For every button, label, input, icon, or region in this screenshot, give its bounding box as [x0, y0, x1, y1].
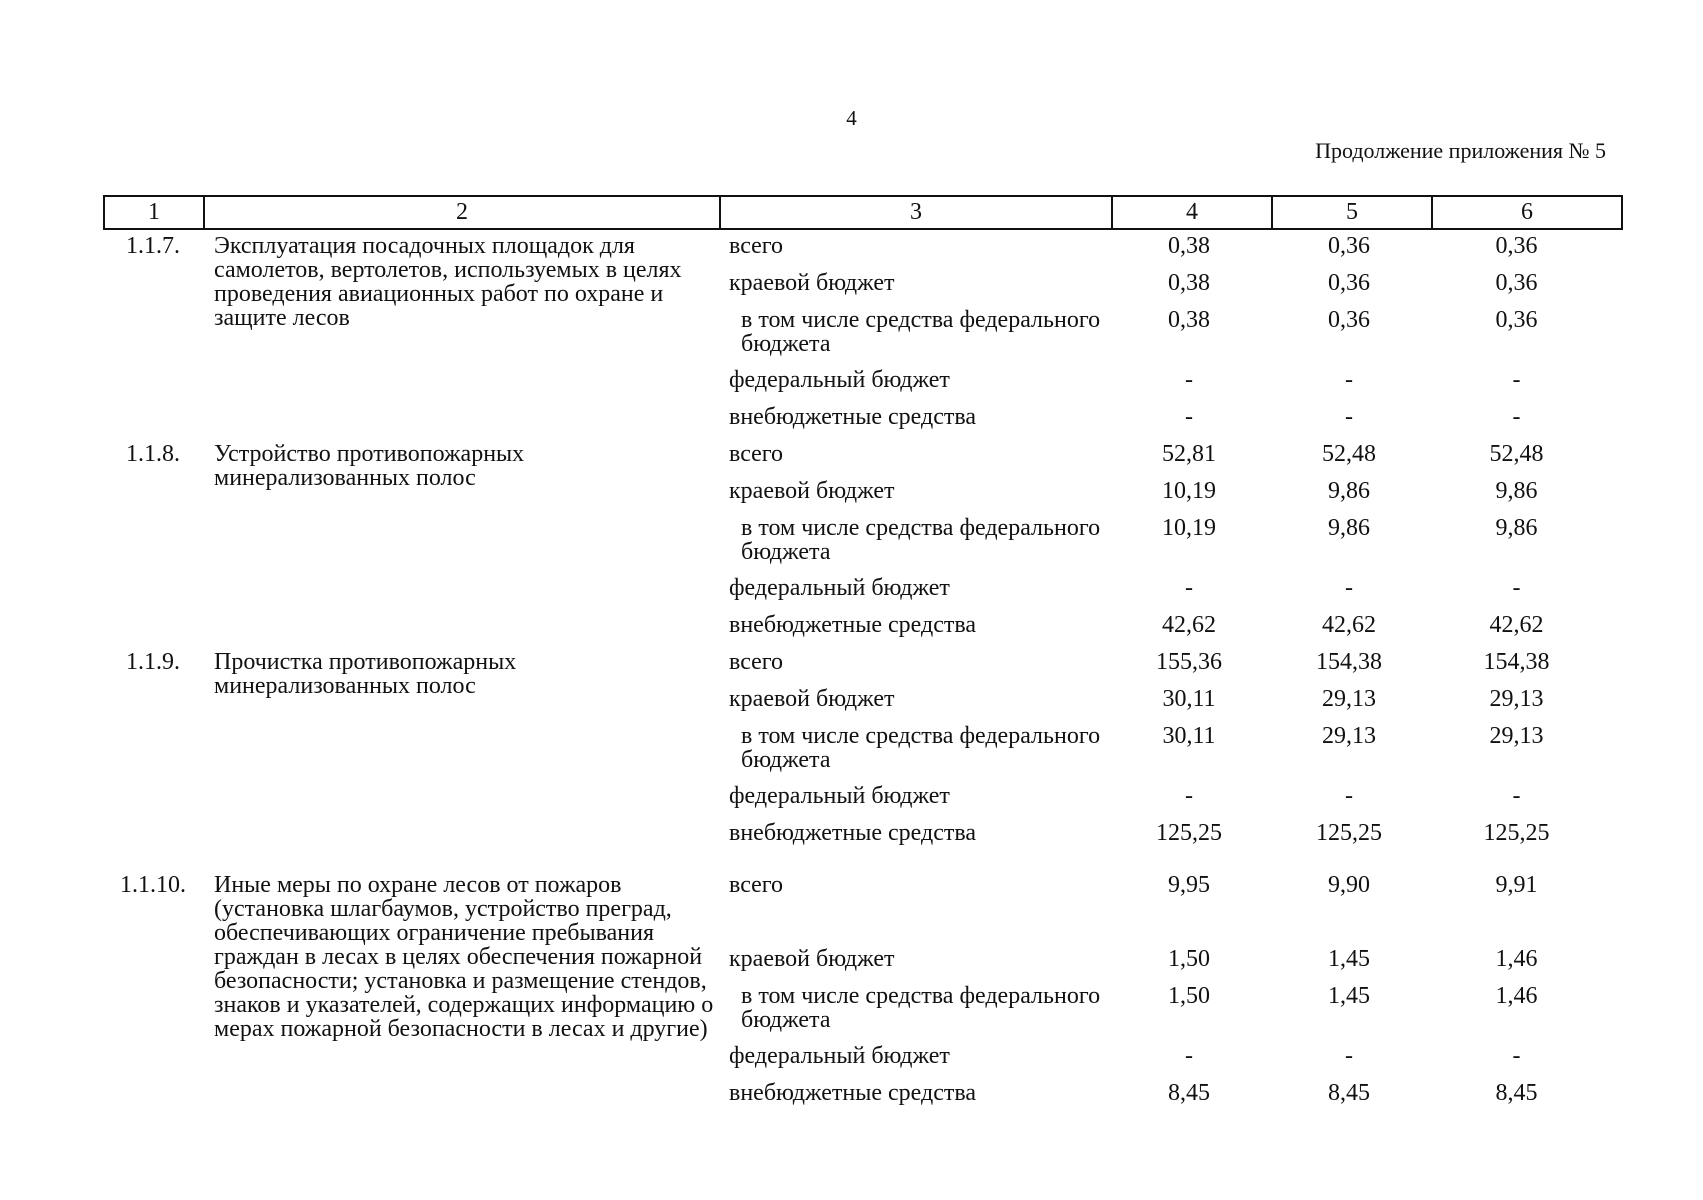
table-row [103, 1081, 1631, 1118]
value-col-5: 154,38 [1316, 649, 1382, 675]
value-col-6: - [1512, 575, 1521, 601]
funding-label: всего [729, 872, 784, 898]
value-col-6: 154,38 [1483, 649, 1550, 675]
value-col-5: 125,25 [1316, 820, 1382, 846]
value-col-4: 30,11 [1162, 686, 1216, 712]
value-col-5: 8,45 [1328, 1080, 1370, 1106]
funding-label: всего [729, 233, 784, 259]
table-row [103, 784, 1631, 821]
value-col-4: - [1185, 367, 1193, 393]
value-col-4: 52,81 [1162, 441, 1216, 467]
value-col-6: - [1512, 404, 1521, 430]
funding-label: в том числе средства федерального бюджета [741, 983, 1101, 1033]
table-row [103, 821, 1631, 858]
value-col-5: - [1345, 1043, 1353, 1069]
section-1-1-10 [103, 873, 1631, 1118]
value-col-5: 1,45 [1328, 983, 1370, 1009]
value-col-6: 1,46 [1495, 983, 1538, 1009]
funding-label: федеральный бюджет [729, 575, 950, 601]
value-col-4: 10,19 [1162, 478, 1216, 504]
value-col-4: 125,25 [1156, 820, 1222, 846]
value-col-4: 10,19 [1162, 515, 1216, 541]
value-col-6: 8,45 [1495, 1080, 1538, 1106]
header-col-5: 5 [1272, 196, 1432, 229]
funding-label: краевой бюджет [729, 946, 895, 972]
value-col-5: 0,36 [1328, 307, 1370, 333]
funding-label: в том числе средства федерального бюджета [741, 515, 1101, 565]
value-col-6: 9,91 [1495, 872, 1538, 898]
value-col-4: 9,95 [1168, 872, 1210, 898]
table-row [103, 368, 1631, 405]
value-col-4: - [1185, 783, 1193, 809]
value-col-5: - [1345, 367, 1353, 393]
value-col-5: 9,90 [1328, 872, 1370, 898]
value-col-5: 0,36 [1328, 270, 1370, 296]
funding-label: краевой бюджет [729, 270, 895, 296]
value-col-5: 1,45 [1328, 946, 1370, 972]
table-row [103, 516, 1631, 576]
value-col-6: - [1512, 1043, 1521, 1069]
value-col-6: - [1512, 367, 1521, 393]
value-col-5: - [1345, 404, 1353, 430]
value-col-4: 0,38 [1168, 233, 1210, 259]
section-title: Прочистка противопожарных минерализованных полос [214, 649, 517, 699]
value-col-5: 29,13 [1322, 686, 1376, 712]
value-col-6: 9,86 [1495, 478, 1538, 504]
section-1-1-7 [103, 234, 1631, 442]
appendix-note: Продолжение приложения № 5 [1315, 138, 1606, 163]
header-col-6: 6 [1432, 196, 1622, 229]
section-code: 1.1.9. [126, 649, 180, 675]
funding-label: федеральный бюджет [729, 1043, 950, 1069]
value-col-4: 1,50 [1168, 983, 1210, 1009]
funding-label: внебюджетные средства [729, 1080, 976, 1106]
value-col-5: 42,62 [1322, 612, 1376, 638]
table-body [103, 234, 1631, 1118]
section-code: 1.1.7. [126, 233, 180, 259]
page-number: 4 [846, 106, 857, 130]
table-row [103, 1044, 1631, 1081]
value-col-4: 1,50 [1168, 946, 1210, 972]
value-col-4: - [1185, 1043, 1193, 1069]
section-1-1-8 [103, 442, 1631, 650]
section-title: Эксплуатация посадочных площадок для самолетов, вертолетов, используемых в целях проведения авиационных работ по охране и защите лесов [214, 233, 682, 331]
section-title: Иные меры по охране лесов от пожаров (установка шлагбаумов, устройство преград, обеспечивающих ограничение пребывания граждан в лесах в целях обеспечения пожарной безопасности; установка и размещение стендов, знаков и указателей, содержащих информацию о мерах пожарной безопасности в лесах и другие) [214, 872, 714, 1042]
value-col-6: 0,36 [1495, 233, 1538, 259]
value-col-6: 0,36 [1495, 307, 1538, 333]
value-col-6: 29,13 [1489, 686, 1544, 712]
header-col-3: 3 [720, 196, 1112, 229]
value-col-5: 0,36 [1328, 233, 1370, 259]
value-col-5: 9,86 [1328, 515, 1370, 541]
funding-label: в том числе средства федерального бюджета [741, 723, 1101, 773]
value-col-4: - [1185, 404, 1193, 430]
value-col-6: 42,62 [1489, 612, 1544, 638]
value-col-6: 29,13 [1489, 723, 1544, 749]
value-col-5: 52,48 [1322, 441, 1376, 467]
header-col-4: 4 [1112, 196, 1272, 229]
funding-label: федеральный бюджет [729, 367, 950, 393]
value-col-4: 0,38 [1168, 307, 1210, 333]
table-row [103, 405, 1631, 442]
value-col-4: 8,45 [1168, 1080, 1210, 1106]
funding-label: в том числе средства федерального бюджета [741, 307, 1101, 357]
value-col-5: - [1345, 575, 1353, 601]
table-row [103, 613, 1631, 650]
funding-label: внебюджетные средства [729, 612, 976, 638]
section-title: Устройство противопожарных минерализованных полос [214, 441, 525, 491]
value-col-4: - [1185, 575, 1193, 601]
section-code: 1.1.10. [120, 872, 186, 898]
funding-label: всего [729, 441, 784, 467]
value-col-4: 155,36 [1156, 649, 1222, 675]
column-number-header [103, 195, 1623, 230]
value-col-6: 52,48 [1489, 441, 1544, 467]
section-1-1-9 [103, 650, 1631, 858]
value-col-5: 29,13 [1322, 723, 1376, 749]
funding-label: всего [729, 649, 784, 675]
funding-label: краевой бюджет [729, 478, 895, 504]
value-col-4: 42,62 [1162, 612, 1216, 638]
header-col-2: 2 [204, 196, 720, 229]
value-col-6: 125,25 [1483, 820, 1550, 846]
section-code: 1.1.8. [126, 441, 180, 467]
value-col-4: 0,38 [1168, 270, 1210, 296]
value-col-6: 1,46 [1495, 946, 1538, 972]
funding-label: федеральный бюджет [729, 783, 950, 809]
value-col-5: - [1345, 783, 1353, 809]
header-col-1: 1 [104, 196, 204, 229]
funding-label: краевой бюджет [729, 686, 895, 712]
table-row [103, 724, 1631, 784]
funding-label: внебюджетные средства [729, 820, 976, 846]
value-col-6: - [1512, 783, 1521, 809]
value-col-4: 30,11 [1162, 723, 1216, 749]
value-col-6: 9,86 [1495, 515, 1538, 541]
value-col-5: 9,86 [1328, 478, 1370, 504]
funding-label: внебюджетные средства [729, 404, 976, 430]
value-col-6: 0,36 [1495, 270, 1538, 296]
table-row [103, 576, 1631, 613]
